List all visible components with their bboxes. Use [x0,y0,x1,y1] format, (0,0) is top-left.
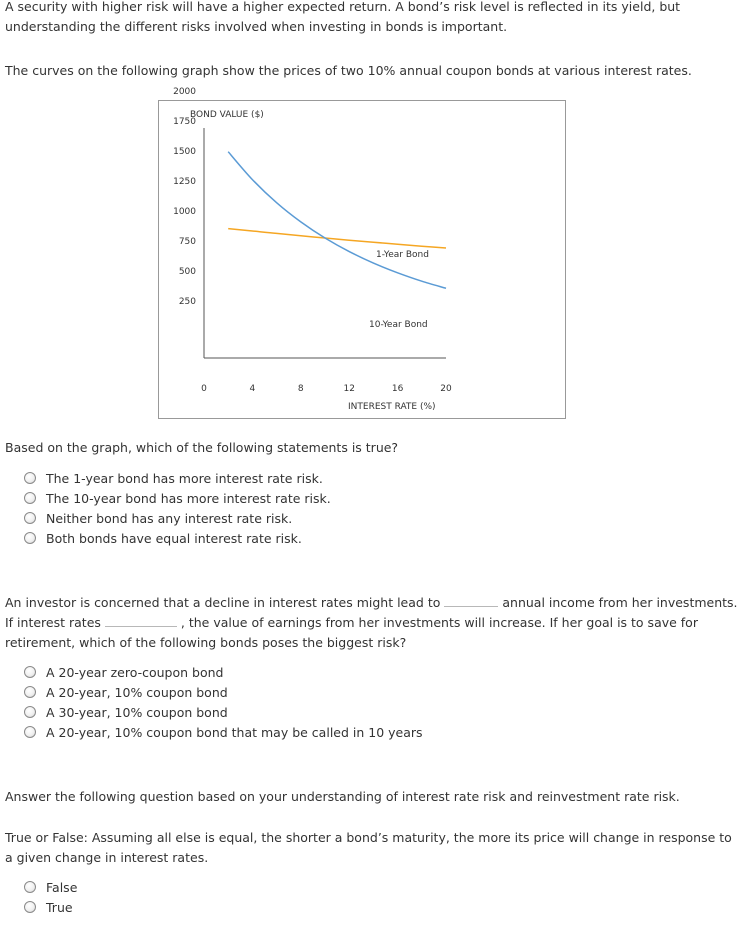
q2-blank-1-dropdown[interactable] [444,594,498,607]
option-label: False [46,879,78,895]
q2-line-2-end: , the value of earnings from her investments will increase. If her goal is to save for [180,615,698,630]
option-label: A 20-year, 10% coupon bond that may be called in 10 years [46,724,423,740]
radio-circle-icon[interactable] [24,512,36,524]
radio-circle-icon[interactable] [24,706,36,718]
intro-line-1: A security with higher risk will have a higher expected return. A bond’s risk level is reflected in its yield, but [5,0,681,14]
q1-prompt: Based on the graph, which of the following statements is true? [5,440,399,455]
radio-circle-icon[interactable] [24,686,36,698]
x-tick-label: 4 [249,384,256,394]
q3-line-2: a given change in interest rates. [5,850,209,865]
q2-option-4[interactable] [24,722,423,742]
q2-line-1-start: An investor is concerned that a decline in interest rates might lead to [5,595,441,610]
q1-option-2[interactable] [24,488,331,508]
x-tick-label: 16 [391,384,404,394]
x-tick-label: 20 [440,384,452,394]
y-tick-label: 500 [178,267,196,277]
intro-line-2: understanding the different risks involved when investing in bonds is important. [5,19,508,34]
option-label: The 10-year bond has more interest rate risk. [46,490,331,506]
option-label: A 20-year zero-coupon bond [46,664,224,680]
y-tick-label: 1000 [173,207,196,217]
option-label: A 30-year, 10% coupon bond [46,704,228,720]
x-axis-label: INTEREST RATE (%) [348,402,436,412]
option-label: Both bonds have equal interest rate risk. [46,530,302,546]
radio-circle-icon[interactable] [24,726,36,738]
q2-line-2 [5,613,698,633]
x-tick-label: 12 [343,384,355,394]
series-label-10-year-bond: 10-Year Bond [369,320,428,330]
option-label: True [46,899,73,915]
q2-option-2[interactable] [24,682,228,702]
q2-option-1[interactable] [24,662,223,682]
bond-value-chart [158,87,566,423]
q1-option-1[interactable] [24,468,323,488]
radio-circle-icon[interactable] [24,666,36,678]
y-tick-label: 250 [178,297,196,307]
y-axis-label: BOND VALUE ($) [190,110,264,120]
q2-line-1 [5,593,738,613]
radio-circle-icon[interactable] [24,901,36,913]
y-tick-label: 1250 [173,177,196,187]
chart-svg [158,87,566,420]
q3-prompt [5,828,732,868]
q3-intro: Answer the following question based on your understanding of interest rate risk and reinvestment rate risk. [5,789,680,804]
series-label-1-year-bond: 1-Year Bond [376,250,429,260]
radio-circle-icon[interactable] [24,492,36,504]
radio-circle-icon[interactable] [24,472,36,484]
option-label: The 1-year bond has more interest rate risk. [46,470,323,486]
option-label: Neither bond has any interest rate risk. [46,510,293,526]
x-tick-label: 8 [297,384,304,394]
y-tick-label: 750 [178,237,196,247]
q1-option-3[interactable] [24,508,292,528]
q1-option-4[interactable] [24,528,302,548]
q2-blank-2-dropdown[interactable] [105,614,177,627]
q3-option-true[interactable] [24,897,73,917]
q2-line-1-end: annual income from her investments. [502,595,738,610]
q3-line-1: True or False: Assuming all else is equal, the shorter a bond’s maturity, the more its price will change in response to [5,830,732,845]
q2-line-3: retirement, which of the following bonds poses the biggest risk? [5,635,407,650]
radio-circle-icon[interactable] [24,881,36,893]
q2-option-3[interactable] [24,702,228,722]
y-tick-label: 2000 [173,87,196,97]
intro-paragraph [5,0,680,37]
y-tick-label: 1500 [173,147,196,157]
x-tick-label: 0 [201,384,207,394]
q2-line-2-start: If interest rates [5,615,101,630]
q3-option-false[interactable] [24,877,77,897]
y-tick-label: 1750 [173,117,196,127]
graph-intro: The curves on the following graph show the prices of two 10% annual coupon bonds at various interest rates. [5,63,692,78]
option-label: A 20-year, 10% coupon bond [46,684,228,700]
chart-frame [159,101,566,419]
radio-circle-icon[interactable] [24,532,36,544]
